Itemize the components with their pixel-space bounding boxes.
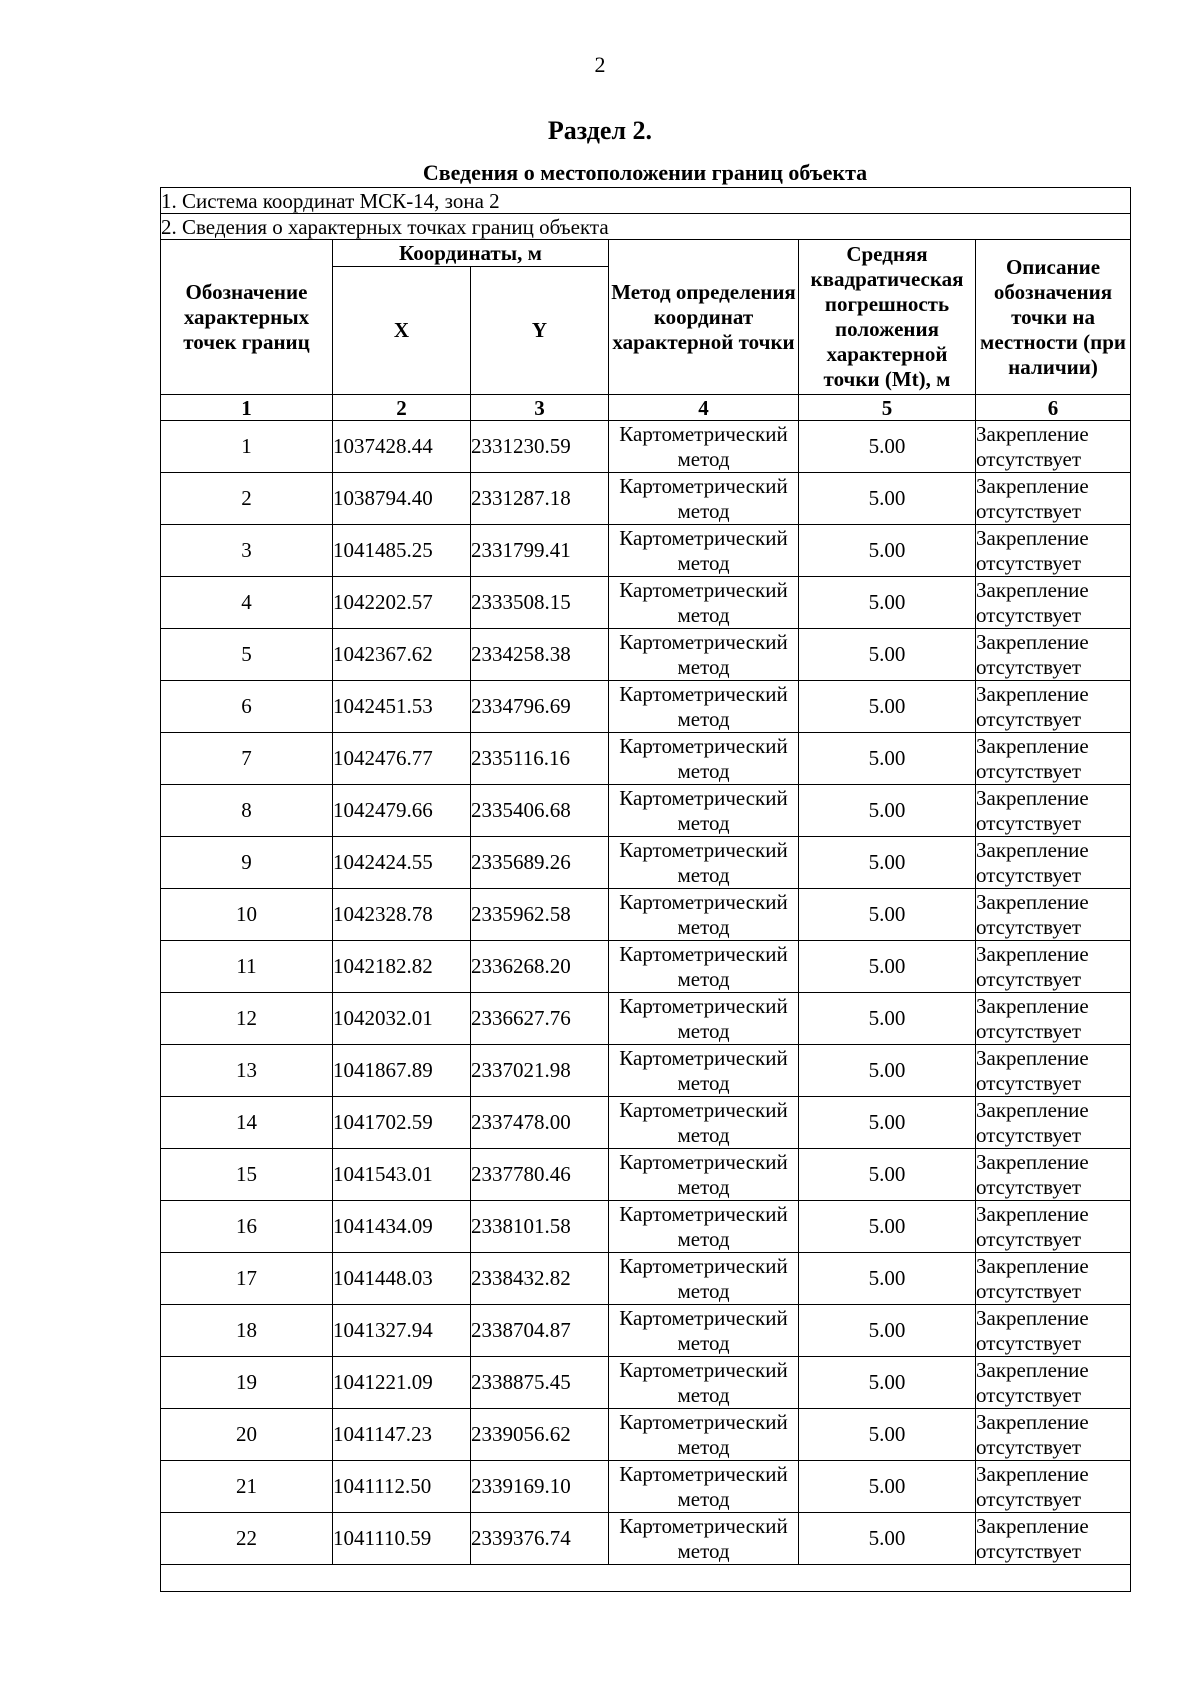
- coord-y: 2335962.58: [471, 889, 609, 941]
- table-body: [161, 188, 1131, 1592]
- error-mt: 5.00: [799, 941, 976, 993]
- method: Картометрический метод: [609, 629, 799, 681]
- coord-x: 1038794.40: [333, 473, 471, 525]
- point-id: 17: [161, 1253, 333, 1305]
- coord-y: 2337478.00: [471, 1097, 609, 1149]
- page-number: 2: [594, 52, 606, 77]
- coord-x: 1042367.62: [333, 629, 471, 681]
- method: Картометрический метод: [609, 1201, 799, 1253]
- error-mt: 5.00: [799, 1461, 976, 1513]
- error-mt: 5.00: [799, 1097, 976, 1149]
- empty-cell: [161, 1565, 1131, 1592]
- coord-y: 2336268.20: [471, 941, 609, 993]
- method: Картометрический метод: [609, 993, 799, 1045]
- header-description: Описание обозначения точки на местности (при наличии): [976, 240, 1131, 395]
- coord-y: 2331230.59: [471, 421, 609, 473]
- error-mt: 5.00: [799, 1149, 976, 1201]
- method: Картометрический метод: [609, 733, 799, 785]
- method: Картометрический метод: [609, 1305, 799, 1357]
- coord-y: 2335406.68: [471, 785, 609, 837]
- coord-x: 1042182.82: [333, 941, 471, 993]
- method: Картометрический метод: [609, 421, 799, 473]
- error-mt: 5.00: [799, 1305, 976, 1357]
- point-id: 18: [161, 1305, 333, 1357]
- point-id: 8: [161, 785, 333, 837]
- table-row: [161, 785, 1131, 837]
- point-id: 7: [161, 733, 333, 785]
- coord-y: 2339169.10: [471, 1461, 609, 1513]
- empty-row: [161, 1565, 1131, 1592]
- coord-x: 1041327.94: [333, 1305, 471, 1357]
- error-mt: 5.00: [799, 837, 976, 889]
- method: Картометрический метод: [609, 889, 799, 941]
- error-mt: 5.00: [799, 1357, 976, 1409]
- point-description: Закрепление отсутствует: [976, 1201, 1131, 1253]
- error-mt: 5.00: [799, 681, 976, 733]
- table-row: [161, 941, 1131, 993]
- header-row: [161, 240, 1131, 267]
- point-description: Закрепление отсутствует: [976, 1097, 1131, 1149]
- coord-x: 1041448.03: [333, 1253, 471, 1305]
- point-id: 3: [161, 525, 333, 577]
- table-row: [161, 629, 1131, 681]
- column-number: 6: [976, 395, 1131, 421]
- coord-y: 2331287.18: [471, 473, 609, 525]
- coord-x: 1041702.59: [333, 1097, 471, 1149]
- point-description: Закрепление отсутствует: [976, 629, 1131, 681]
- coord-y: 2338432.82: [471, 1253, 609, 1305]
- coord-y: 2335689.26: [471, 837, 609, 889]
- coord-y: 2337021.98: [471, 1045, 609, 1097]
- method: Картометрический метод: [609, 525, 799, 577]
- table-row: [161, 1149, 1131, 1201]
- error-mt: 5.00: [799, 733, 976, 785]
- error-mt: 5.00: [799, 473, 976, 525]
- point-description: Закрепление отсутствует: [976, 473, 1131, 525]
- header-y: Y: [471, 267, 609, 395]
- point-description: Закрепление отсутствует: [976, 1253, 1131, 1305]
- coord-x: 1041110.59: [333, 1513, 471, 1565]
- coord-x: 1042202.57: [333, 577, 471, 629]
- table-row: [161, 889, 1131, 941]
- header-error: Средняя квадратическая погрешность положения характерной точки (Mt), м: [799, 240, 976, 395]
- coord-x: 1041147.23: [333, 1409, 471, 1461]
- section-subtitle: Сведения о местоположении границ объекта: [422, 160, 868, 185]
- point-id: 15: [161, 1149, 333, 1201]
- point-description: Закрепление отсутствует: [976, 1513, 1131, 1565]
- table-row: [161, 1253, 1131, 1305]
- table-row: [161, 1045, 1131, 1097]
- table-row: [161, 733, 1131, 785]
- column-number: 3: [471, 395, 609, 421]
- method: Картометрический метод: [609, 1253, 799, 1305]
- point-id: 1: [161, 421, 333, 473]
- header-point: Обозначение характерных точек границ: [161, 240, 333, 395]
- error-mt: 5.00: [799, 1201, 976, 1253]
- point-id: 6: [161, 681, 333, 733]
- coord-y: 2335116.16: [471, 733, 609, 785]
- coord-y: 2333508.15: [471, 577, 609, 629]
- method: Картометрический метод: [609, 473, 799, 525]
- column-number: 5: [799, 395, 976, 421]
- coord-y: 2331799.41: [471, 525, 609, 577]
- points-caption-row: [161, 214, 1131, 240]
- coord-x: 1037428.44: [333, 421, 471, 473]
- point-description: Закрепление отсутствует: [976, 993, 1131, 1045]
- coord-x: 1042479.66: [333, 785, 471, 837]
- table-row: [161, 577, 1131, 629]
- error-mt: 5.00: [799, 629, 976, 681]
- column-number: 2: [333, 395, 471, 421]
- table-row: [161, 1305, 1131, 1357]
- point-id: 9: [161, 837, 333, 889]
- method: Картометрический метод: [609, 1097, 799, 1149]
- point-description: Закрепление отсутствует: [976, 1357, 1131, 1409]
- column-number: 1: [161, 395, 333, 421]
- header-coords: Координаты, м: [333, 240, 609, 267]
- method: Картометрический метод: [609, 1409, 799, 1461]
- coord-x: 1041485.25: [333, 525, 471, 577]
- coord-y: 2338704.87: [471, 1305, 609, 1357]
- point-id: 14: [161, 1097, 333, 1149]
- coord-x: 1042451.53: [333, 681, 471, 733]
- table-row: [161, 1409, 1131, 1461]
- point-id: 12: [161, 993, 333, 1045]
- table-row: [161, 421, 1131, 473]
- error-mt: 5.00: [799, 577, 976, 629]
- point-description: Закрепление отсутствует: [976, 1305, 1131, 1357]
- point-id: 10: [161, 889, 333, 941]
- point-id: 19: [161, 1357, 333, 1409]
- coord-x: 1041221.09: [333, 1357, 471, 1409]
- table-row: [161, 525, 1131, 577]
- point-description: Закрепление отсутствует: [976, 1149, 1131, 1201]
- method: Картометрический метод: [609, 1461, 799, 1513]
- point-id: 20: [161, 1409, 333, 1461]
- point-description: Закрепление отсутствует: [976, 785, 1131, 837]
- coord-x: 1042032.01: [333, 993, 471, 1045]
- method: Картометрический метод: [609, 941, 799, 993]
- point-id: 21: [161, 1461, 333, 1513]
- coord-y: 2339376.74: [471, 1513, 609, 1565]
- point-description: Закрепление отсутствует: [976, 837, 1131, 889]
- method: Картометрический метод: [609, 1045, 799, 1097]
- coord-x: 1042328.78: [333, 889, 471, 941]
- error-mt: 5.00: [799, 421, 976, 473]
- coord-x: 1041543.01: [333, 1149, 471, 1201]
- coord-x: 1042476.77: [333, 733, 471, 785]
- table-row: [161, 837, 1131, 889]
- table-row: [161, 681, 1131, 733]
- coord-x: 1042424.55: [333, 837, 471, 889]
- method: Картометрический метод: [609, 681, 799, 733]
- table-row: [161, 1357, 1131, 1409]
- coord-y: 2336627.76: [471, 993, 609, 1045]
- method: Картометрический метод: [609, 1149, 799, 1201]
- error-mt: 5.00: [799, 1513, 976, 1565]
- point-id: 13: [161, 1045, 333, 1097]
- error-mt: 5.00: [799, 889, 976, 941]
- error-mt: 5.00: [799, 1253, 976, 1305]
- point-description: Закрепление отсутствует: [976, 1409, 1131, 1461]
- coord-x: 1041112.50: [333, 1461, 471, 1513]
- coord-y: 2339056.62: [471, 1409, 609, 1461]
- point-id: 22: [161, 1513, 333, 1565]
- table-row: [161, 1097, 1131, 1149]
- header-method: Метод определения координат характерной точки: [609, 240, 799, 395]
- point-id: 11: [161, 941, 333, 993]
- point-description: Закрепление отсутствует: [976, 941, 1131, 993]
- coord-y: 2338875.45: [471, 1357, 609, 1409]
- coordinate-system: 1. Система координат МСК-14, зона 2: [161, 188, 1131, 214]
- point-id: 4: [161, 577, 333, 629]
- table-row: [161, 1201, 1131, 1253]
- header-x: X: [333, 267, 471, 395]
- point-description: Закрепление отсутствует: [976, 421, 1131, 473]
- coord-y: 2334258.38: [471, 629, 609, 681]
- error-mt: 5.00: [799, 785, 976, 837]
- section-title: Раздел 2.: [547, 116, 653, 145]
- column-number-row: [161, 395, 1131, 421]
- method: Картометрический метод: [609, 1513, 799, 1565]
- point-description: Закрепление отсутствует: [976, 1045, 1131, 1097]
- table-row: [161, 473, 1131, 525]
- coord-x: 1041434.09: [333, 1201, 471, 1253]
- method: Картометрический метод: [609, 1357, 799, 1409]
- table-row: [161, 1513, 1131, 1565]
- error-mt: 5.00: [799, 1409, 976, 1461]
- point-description: Закрепление отсутствует: [976, 681, 1131, 733]
- points-caption: 2. Сведения о характерных точках границ объекта: [161, 214, 1131, 240]
- point-id: 5: [161, 629, 333, 681]
- point-description: Закрепление отсутствует: [976, 577, 1131, 629]
- point-description: Закрепление отсутствует: [976, 1461, 1131, 1513]
- point-id: 2: [161, 473, 333, 525]
- error-mt: 5.00: [799, 525, 976, 577]
- coord-y: 2334796.69: [471, 681, 609, 733]
- coord-y: 2337780.46: [471, 1149, 609, 1201]
- point-description: Закрепление отсутствует: [976, 525, 1131, 577]
- table-row: [161, 1461, 1131, 1513]
- boundary-points-table: [160, 187, 1131, 1592]
- method: Картометрический метод: [609, 837, 799, 889]
- coord-x: 1041867.89: [333, 1045, 471, 1097]
- method: Картометрический метод: [609, 577, 799, 629]
- point-description: Закрепление отсутствует: [976, 889, 1131, 941]
- error-mt: 5.00: [799, 993, 976, 1045]
- column-number: 4: [609, 395, 799, 421]
- coord-y: 2338101.58: [471, 1201, 609, 1253]
- error-mt: 5.00: [799, 1045, 976, 1097]
- table-row: [161, 993, 1131, 1045]
- point-description: Закрепление отсутствует: [976, 733, 1131, 785]
- method: Картометрический метод: [609, 785, 799, 837]
- coordinate-system-row: [161, 188, 1131, 214]
- point-id: 16: [161, 1201, 333, 1253]
